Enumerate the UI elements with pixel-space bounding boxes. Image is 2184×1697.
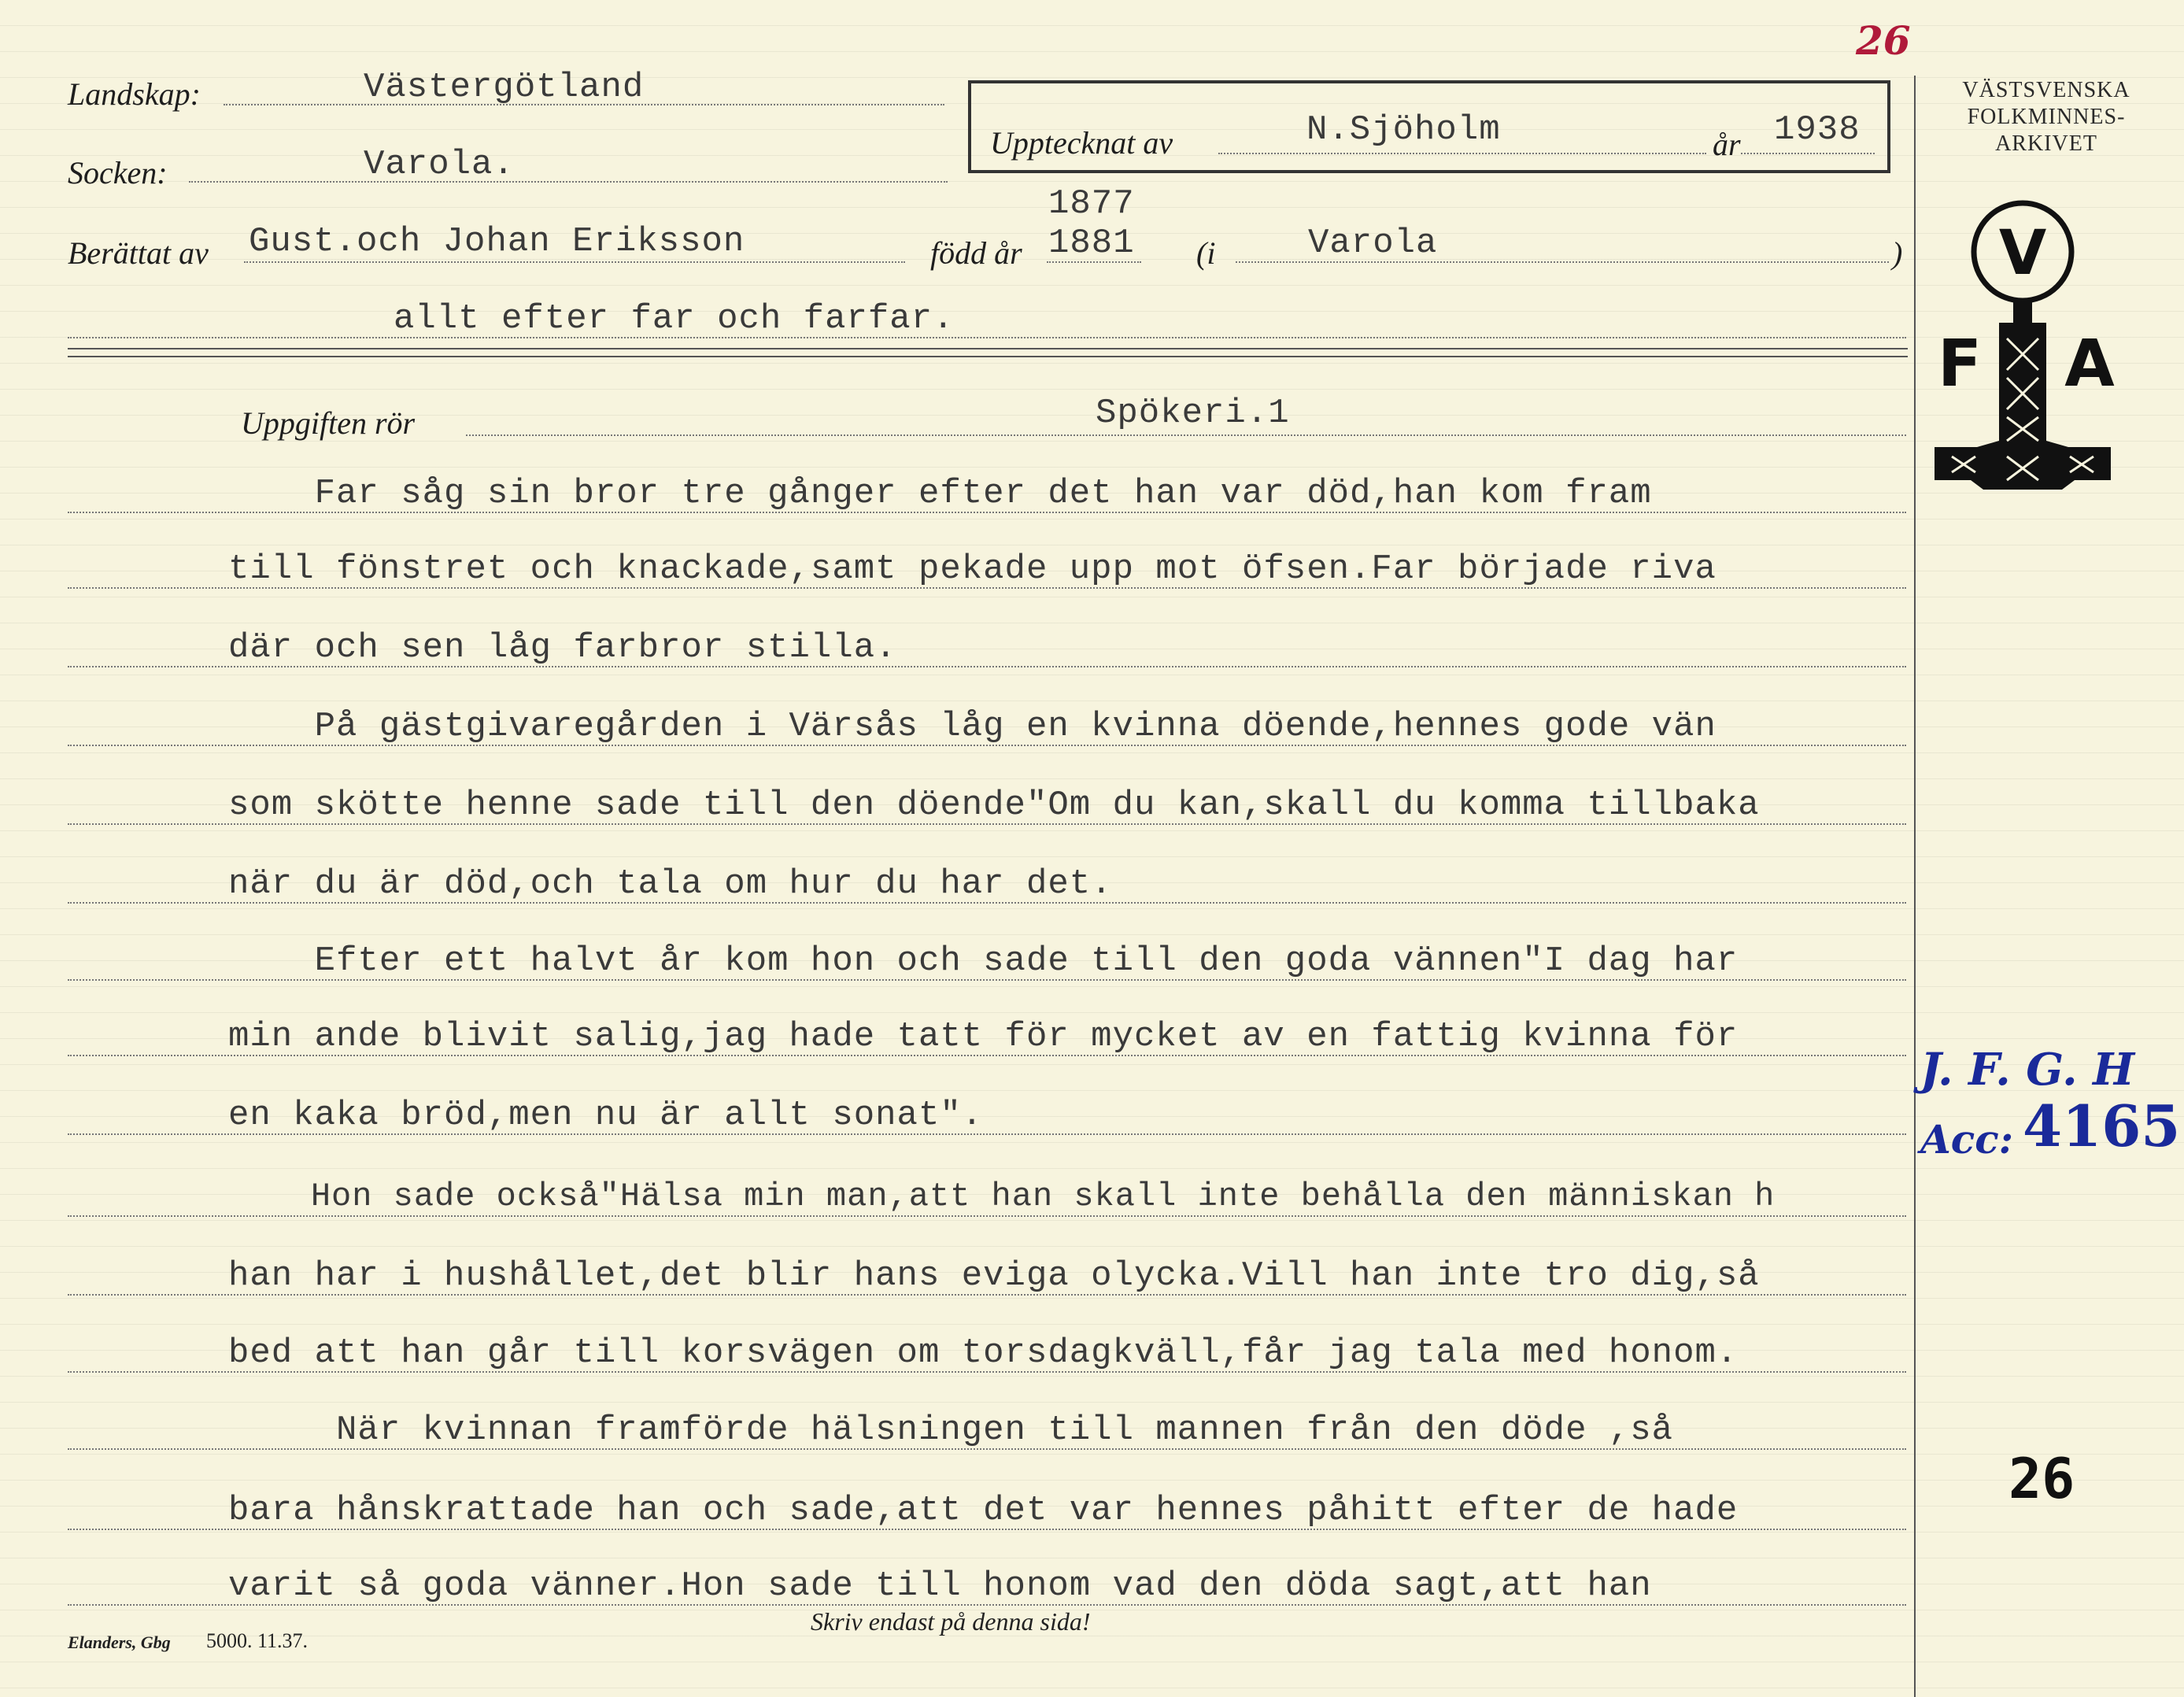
ar-dotline <box>1741 153 1875 154</box>
separator-bottom <box>68 356 1908 357</box>
fodd-value-top: 1877 <box>1048 184 1135 224</box>
landskap-value: Västergötland <box>364 68 645 107</box>
subject-value: Spökeri.1 <box>1096 394 1290 433</box>
i-value: Varola <box>1308 224 1438 263</box>
body-line: där och sen låg farbror stilla. <box>228 628 897 667</box>
fodd-value: 1881 <box>1048 224 1135 263</box>
archive-line-1: VÄSTSVENSKA <box>1962 78 2130 102</box>
margin-acc-number: 4165 <box>2023 1093 2181 1159</box>
footer-print-info: 5000. 11.37. <box>206 1629 309 1652</box>
extra-dotline <box>68 337 1906 338</box>
close-paren: ) <box>1892 235 1903 271</box>
body-line: Hon sade också"Hälsa min man,att han skall inte behålla den människan h <box>228 1178 1776 1215</box>
body-line: som skötte henne sade till den döende"Om du kan,skall du komma tillbaka <box>228 786 1760 825</box>
body-line: bara hånskrattade han och sade,att det var hennes påhitt efter de hade <box>228 1491 1739 1530</box>
footer-instruction: Skriv endast på denna sida! <box>811 1607 1091 1636</box>
right-margin-rule <box>1914 76 1916 1697</box>
ar-label: år <box>1713 127 1741 162</box>
archive-line-2: FOLKMINNES- <box>1967 105 2126 129</box>
landskap-label: Landskap: <box>68 76 201 112</box>
logo-letter-a: A <box>2064 327 2115 401</box>
body-line: min ande blivit salig,jag hade tatt för mycket av en fattig kvinna för <box>228 1017 1739 1056</box>
body-line: På gästgivaregården i Värsås låg en kvinna döende,hennes gode vän <box>228 707 1717 746</box>
fodd-label: född år <box>930 235 1022 271</box>
upptecknat-value: N.Sjöholm <box>1306 110 1501 150</box>
berattat-label: Berättat av <box>68 235 209 271</box>
body-line: Far såg sin bror tre gånger efter det han var död,han kom fram <box>228 474 1652 513</box>
berattat-dotline <box>244 261 905 263</box>
body-dotline <box>68 1215 1906 1217</box>
archive-name <box>1920 77 2172 157</box>
body-line: När kvinnan framförde hälsningen till mannen från den döde ,så <box>228 1410 1674 1450</box>
subject-label: Uppgiften rör <box>241 405 416 441</box>
separator-top <box>68 348 1908 349</box>
socken-value: Varola. <box>364 145 515 184</box>
body-line: en kaka bröd,men nu är allt sonat". <box>228 1096 984 1135</box>
archive-line-3: ARKIVET <box>1995 131 2097 156</box>
i-label: (i <box>1196 235 1216 271</box>
margin-page-number: 26 <box>2008 1447 2075 1511</box>
upptecknat-label: Upptecknat av <box>990 125 1173 161</box>
berattat-value: Gust.och Johan Eriksson <box>249 222 745 261</box>
body-line: till fönstret och knackade,samt pekade upp mot öfsen.Far började riva <box>228 549 1717 589</box>
socken-label: Socken: <box>68 155 168 190</box>
subject-dotline <box>466 434 1906 436</box>
body-line: Efter ett halvt år kom hon och sade till den goda vännen"I dag har <box>228 941 1739 981</box>
body-line: varit så goda vänner.Hon sade till honom vad den döda sagt,att han <box>228 1566 1652 1606</box>
margin-code: J. F. G. H <box>1920 1044 2134 1096</box>
logo-letter-v: V <box>1998 218 2047 289</box>
extra-line: allt efter far och farfar. <box>394 299 955 338</box>
body-line: när du är död,och tala om hur du har det. <box>228 864 1113 904</box>
footer-printer: Elanders, Gbg <box>68 1632 171 1652</box>
page-number-red: 26 <box>1856 17 1911 64</box>
margin-acc-label: Acc: <box>1920 1116 2014 1163</box>
socken-dotline <box>189 181 948 183</box>
vfa-logo-icon <box>1928 197 2133 496</box>
body-line: han har i hushållet,det blir hans eviga olycka.Vill han inte tro dig,så <box>228 1256 1760 1296</box>
upptecknat-dotline <box>1218 153 1706 154</box>
body-line: bed att han går till korsvägen om torsdagkväll,får jag tala med honom. <box>228 1333 1739 1373</box>
logo-letter-f: F <box>1937 327 1983 401</box>
ar-value: 1938 <box>1774 110 1861 150</box>
